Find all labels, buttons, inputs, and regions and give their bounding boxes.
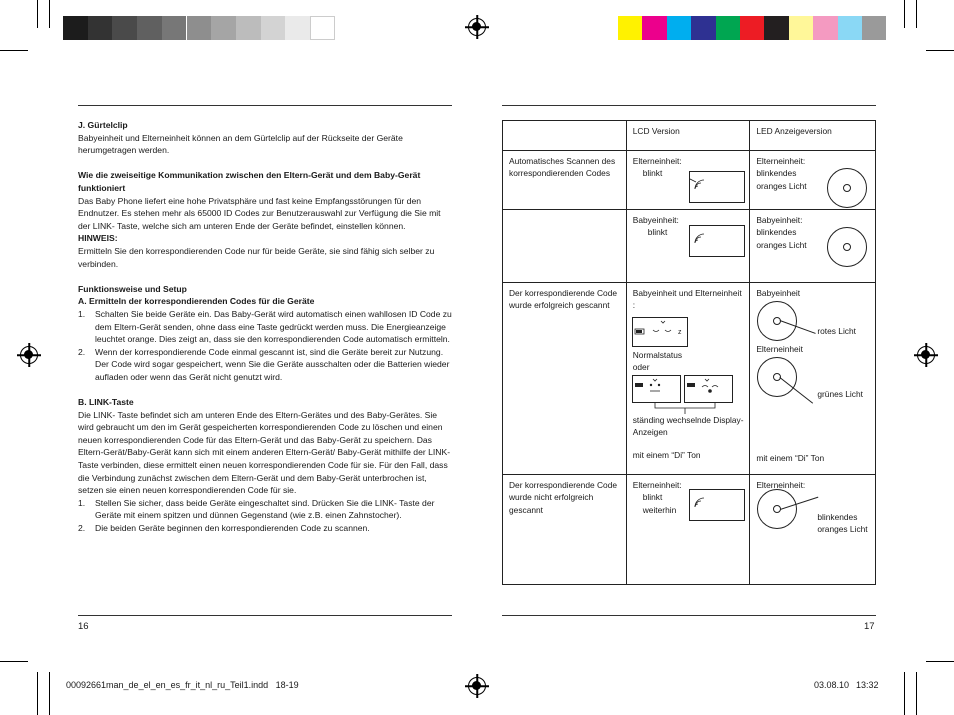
table-row	[503, 283, 876, 475]
led-status: blinkendes oranges Licht	[756, 227, 807, 250]
list-number: 2.	[78, 346, 86, 357]
row-label: Automatisches Scannen des korrespondierenden Codes	[503, 151, 627, 210]
section-function-subheading: A. Ermitteln der korrespondierenden Codes für die Geräte	[78, 296, 315, 307]
list-text: Schalten Sie beide Geräte ein. Das Baby-Gerät wird automatisch einen wahllosen ID Code zu dem Eltern-Gerät senden, ohne dass eine Taste gedrückt werden muss. Die Energieanzeige leuchtet orange. Dies zeigt an, dass sie den korrespondierenden Code automatisch ermitteln.	[95, 308, 452, 345]
led-title: Elterneinheit:	[756, 480, 806, 490]
section-j-heading: J. Gürtelclip	[78, 120, 128, 130]
slug-time: 13:32	[856, 680, 879, 690]
list-text: Stellen Sie sicher, dass beide Geräte eingeschaltet sind. Drücken Sie die LINK- Taste der Geräte mit einem spitzen und dünnen Gegenstand (wie z.B. einen Zahnstocher).	[95, 497, 435, 521]
color-swatch	[261, 16, 286, 40]
lcd-normal-label: Normalstatus	[632, 350, 683, 360]
list-item	[78, 522, 452, 535]
led-red-label: rotes Licht	[817, 326, 856, 336]
signal-icon	[690, 172, 744, 202]
color-swatch	[691, 16, 715, 40]
left-top-rule	[78, 105, 452, 106]
table-header-cell	[503, 121, 627, 151]
color-swatch	[137, 16, 162, 40]
list-number: 1.	[78, 308, 86, 319]
svg-text:z: z	[677, 329, 682, 336]
led-indicator-icon	[827, 168, 867, 208]
function-list	[78, 308, 452, 384]
lcd-status: blinkt	[647, 227, 668, 238]
led-cell	[750, 210, 876, 283]
lcd-cell	[626, 475, 750, 585]
lcd-title: Elterneinheit:	[632, 480, 682, 490]
section-wireless-heading: Wie die zweiseitige Kommunikation zwischen den Eltern-Gerät und dem Baby-Gerät funktioniert	[78, 170, 421, 193]
lcd-display	[689, 489, 745, 521]
led-tone-label: mit einem “Di” Ton	[756, 453, 825, 463]
led-cell	[750, 475, 876, 585]
color-swatch	[236, 16, 261, 40]
table-row	[503, 210, 876, 283]
color-swatch	[642, 16, 666, 40]
lcd-cell	[626, 151, 750, 210]
table-header-cell: LCD Version	[626, 121, 750, 151]
page-number-left: 16	[78, 621, 89, 632]
color-swatch	[789, 16, 813, 40]
baby-face-icon	[633, 376, 680, 402]
right-top-rule	[502, 105, 876, 106]
led-title: Elterneinheit:	[756, 156, 806, 166]
list-item	[78, 497, 452, 522]
lcd-alt-display-2	[684, 375, 733, 403]
lcd-title: Babyeinheit:	[632, 215, 679, 225]
baby-face-icon	[633, 318, 687, 346]
bracket-icon	[647, 402, 727, 414]
led-indicator-icon	[827, 227, 867, 267]
right-bottom-rule	[502, 615, 876, 616]
note-text: Ermitteln Sie den korrespondierenden Code nur für beide Geräte, sie sind fähig sich selber zu verbinden.	[78, 245, 435, 269]
registration-mark-right	[917, 346, 935, 364]
color-swatch	[813, 16, 837, 40]
lcd-title: Babyeinheit und Elterneinheit :	[632, 288, 742, 311]
table-row	[503, 475, 876, 585]
lcd-alt-display-1	[632, 375, 681, 403]
lcd-status: blinkt weiterhin	[642, 492, 677, 515]
row-label-empty	[503, 210, 627, 283]
registration-mark-left	[20, 346, 38, 364]
lcd-tone-label: mit einem “Di” Ton	[632, 450, 701, 460]
color-swatch	[63, 16, 88, 40]
lcd-normal-display	[632, 317, 688, 347]
lcd-status: blinkt	[642, 168, 663, 179]
lcd-display	[689, 171, 745, 203]
section-link-heading: B. LINK-Taste	[78, 397, 134, 408]
lcd-alternating-label: ständing wechselnde Display-Anzeigen	[632, 415, 744, 438]
led-cell	[750, 283, 876, 475]
color-swatch	[838, 16, 862, 40]
table-header-cell: LED Anzeigeversion	[750, 121, 876, 151]
led-title: Babyeinheit:	[756, 215, 803, 225]
color-swatch	[618, 16, 642, 40]
list-text: Die beiden Geräte beginnen den korrespondierenden Code zu scannen.	[95, 523, 370, 533]
section-wireless-text: Das Baby Phone liefert eine hohe Privatsphäre und fast keine Empfangsstörungen für den Endnutzer. Es stehen mehr als 65000 ID Codes zur Benutzerauswahl zur Verfügung die Sie mit der LINK- Taste, welche sich am unteren Ende der Geräte befindet, einstellen können.	[78, 195, 441, 231]
led-status: blinkendes oranges Licht	[817, 512, 868, 535]
left-bottom-rule	[78, 615, 452, 616]
list-text: Wenn der korrespondierende Code einmal gescannt ist, sind die Geräte bereit zur Nutzung. Der Code wird sogar gespeichert, wenn Sie die Geräte ausschalten oder die Batterien wieder aufladen oder wenn das Gerät nicht genutzt wird.	[95, 346, 450, 382]
color-swatch	[88, 16, 113, 40]
led-red-icon	[757, 301, 797, 341]
color-swatch	[764, 16, 788, 40]
signal-icon	[690, 490, 744, 520]
list-item	[78, 346, 452, 384]
note-label: HINWEIS:	[78, 233, 118, 244]
color-swatch	[740, 16, 764, 40]
led-indicator-icon	[757, 489, 797, 529]
led-status: blinkendes oranges Licht	[756, 168, 807, 191]
left-page-body	[78, 119, 452, 535]
list-item	[78, 308, 452, 346]
row-label: Der korrespondierende Code wurde erfolgreich gescannt	[503, 283, 627, 475]
lcd-cell	[626, 283, 750, 475]
color-swatch	[162, 16, 187, 40]
lcd-or-label: oder	[632, 362, 650, 372]
color-swatch	[211, 16, 236, 40]
led-green-icon	[757, 357, 797, 397]
section-link-text: Die LINK- Taste befindet sich am unteren Ende des Eltern-Gerätes und des Baby-Gerätes. Sie wird gebraucht um den im Gerät gespeicherten korrespondierenden Code zu löschen und einen neuen korrespondierenden Code für das Eltern-Gerät und das Baby-Gerät zu speichern. Das Eltern-Gerät/Baby-Gerät kann sich mit einem anderen Eltern-Gerät/ Baby-Gerät mithilfe der LINK- Taste verbinden, diese ermittelt einen neuen korrespondierenden Code für sie. Für den Fall, dass die Verbindung zunächst zwischen dem Eltern-Gerät und dem Baby-Gerät unterbrochen ist, setzen sie einen neuen korrespondierenden Code für sie.	[78, 409, 451, 496]
status-table	[502, 120, 876, 585]
section-function-heading: Funktionsweise und Setup	[78, 283, 187, 294]
led-title-baby: Babyeinheit	[756, 288, 801, 298]
color-swatch	[862, 16, 886, 40]
signal-icon	[690, 226, 744, 256]
file-slug: 00092661man_de_el_en_es_fr_it_nl_ru_Teil1.indd 18-19	[66, 680, 299, 690]
baby-face-icon	[685, 376, 732, 402]
color-swatch	[716, 16, 740, 40]
table-header-row	[503, 121, 876, 151]
page-number-right: 17	[864, 621, 875, 632]
led-cell	[750, 151, 876, 210]
lcd-cell	[626, 210, 750, 283]
color-swatch	[112, 16, 137, 40]
color-swatch	[187, 16, 212, 40]
lcd-title: Elterneinheit:	[632, 156, 682, 166]
registration-mark-bottom	[468, 677, 486, 695]
lcd-display	[689, 225, 745, 257]
row-label: Der korrespondierende Code wurde nicht erfolgreich gescannt	[503, 475, 627, 585]
color-swatch	[310, 16, 335, 40]
led-title-parent: Elterneinheit	[756, 344, 803, 354]
led-green-label: grünes Licht	[817, 389, 863, 399]
color-swatch	[285, 16, 310, 40]
table-row	[503, 151, 876, 210]
slug-date: 03.08.10	[814, 680, 850, 690]
registration-mark-top	[468, 18, 486, 36]
section-j-text: Babyeinheit und Elterneinheit können an dem Gürtelclip auf der Rückseite der Geräte herumgetragen werden.	[78, 132, 403, 156]
list-number: 1.	[78, 497, 86, 508]
color-swatch	[667, 16, 691, 40]
link-list	[78, 497, 452, 535]
list-number: 2.	[78, 523, 86, 533]
